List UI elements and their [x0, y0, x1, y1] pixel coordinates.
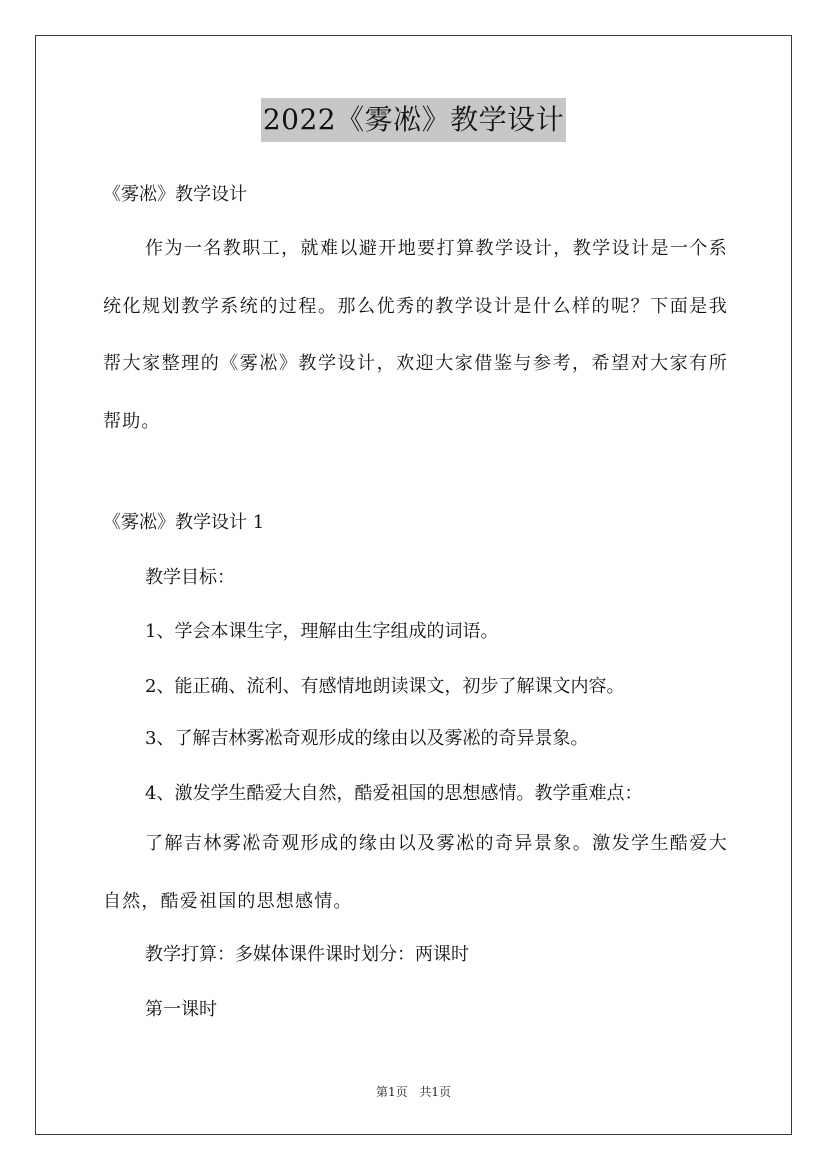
goal-item-3: 3、了解吉林雾凇奇观形成的缘由以及雾凇的奇异景象。 — [145, 728, 589, 749]
intro-paragraph: 作为一名教职工，就难以避开地要打算教学设计，教学设计是一个系统化规划教学系统的过程。那么优秀的教学设计是什么样的呢？下面是我帮大家整理的《雾凇》教学设计，欢迎大家借鉴与参考，希望对大家有所帮助。 — [103, 238, 728, 432]
title-container — [0, 98, 827, 142]
lesson-label: 第一课时 — [145, 999, 217, 1020]
goal-item-1: 1、学会本课生字，理解由生字组成的词语。 — [145, 621, 499, 642]
section-title: 《雾凇》教学设计 1 — [103, 512, 265, 533]
goals-label: 教学目标： — [145, 567, 235, 588]
page-footer — [0, 1083, 827, 1100]
document-title: 2022《雾凇》教学设计 — [261, 98, 566, 142]
key-points-paragraph: 了解吉林雾凇奇观形成的缘由以及雾凇的奇异景象。激发学生酷爱大自然，酷爱祖国的思想感情。 — [103, 833, 728, 912]
page-number-current: 第1页 — [375, 1085, 408, 1099]
goal-item-2: 2、能正确、流利、有感情地朗读课文，初步了解课文内容。 — [145, 676, 625, 697]
document-heading: 《雾凇》教学设计 — [103, 184, 247, 205]
page-number-total: 共1页 — [419, 1085, 452, 1099]
teaching-prep: 教学打算：多媒体课件课时划分：两课时 — [145, 944, 469, 965]
goal-item-4: 4、激发学生酷爱大自然，酷爱祖国的思想感情。教学重难点： — [145, 783, 643, 804]
